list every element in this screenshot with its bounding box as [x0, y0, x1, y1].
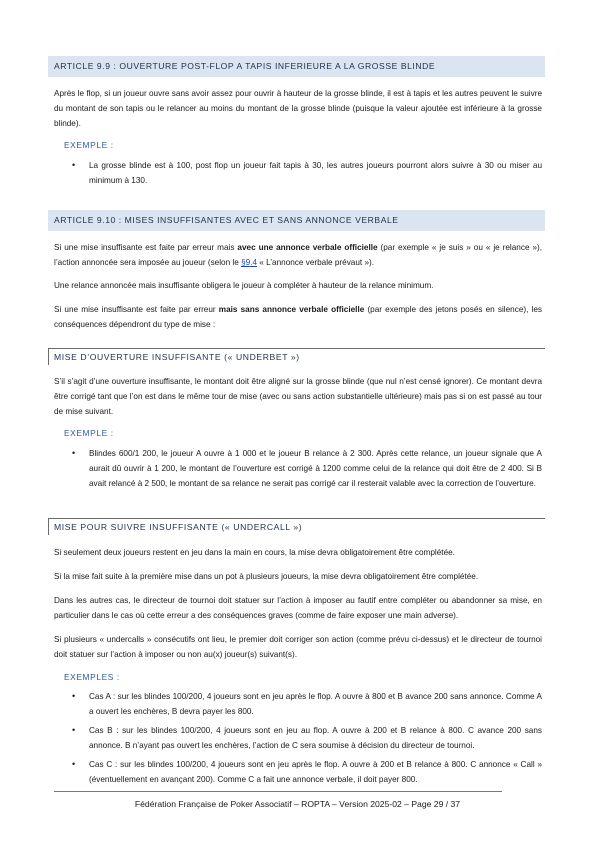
section-9-4-link[interactable]: §9.4: [241, 258, 258, 267]
bullet-text: Blindes 600/1 200, le joueur A ouvre à 1 000 et le joueur B relance à 2 300. Après cette relance, un joueur signale que A aurait dû ouvrir à 1 200, le montant de l’ouverture est corrigé à 1200 comme celui de la relance qui doit être de 2 400. Si B avait relancé à 2 500, le montant de sa relance ne serait pas corrigé car il resterait valable avec la correction de l’ouverture.: [89, 449, 542, 488]
undercall-heading: MISE POUR SUIVRE INSUFFISANTE (« UNDERCALL »): [48, 518, 545, 535]
bullet-text: Cas A : sur les blindes 100/200, 4 joueurs sont en jeu après le flop. A ouvre à 800 et B avance 200 sans annonce. Comme A a ouvert les enchères, B devra payer les 800.: [89, 692, 542, 716]
article-9-10-heading: ARTICLE 9.10 : MISES INSUFFISANTES AVEC ET SANS ANNONCE VERBALE: [48, 210, 545, 231]
bullet-glyph: •: [72, 448, 76, 458]
bullet-glyph: •: [72, 759, 76, 769]
article-9-9-paragraph: Après le flop, si un joueur ouvre sans avoir assez pour ouvrir à hauteur de la grosse blinde, il est à tapis et les autres peuvent le suivre du montant de son tapis ou le relancer au moins du montant de la grosse blinde (puisque la valeur ajoutée est inférieure à la grosse blinde).: [54, 89, 542, 128]
article-9-9-heading: ARTICLE 9.9 : OUVERTURE POST-FLOP A TAPIS INFERIEURE A LA GROSSE BLINDE: [48, 56, 545, 77]
undercall-paragraph-4: Si plusieurs « undercalls » consécutifs ont lieu, le premier doit corriger son action (comme prévu ci-dessus) et le directeur de tournoi doit statuer sur l’action à imposer ou non au(x) joueur(s) suivant(s).: [54, 635, 542, 659]
undercall-paragraph-3: Dans les autres cas, le directeur de tournoi doit statuer sur l’action à imposer au fautif entre compléter ou abandonner sa mise, en particulier dans le cas où cette erreur a des conséquences graves (comme de faire exposer une main adverse).: [54, 596, 542, 620]
underbet-paragraph: S’il s’agit d’une ouverture insuffisante, le montant doit être aligné sur la grosse blinde (que nul n’est censé ignorer). Ce montant devra être corrigé tant que l’on est dans le même tour de mise (avec ou sans action substantielle ultérieure) mais pas si on est passé au tour de mise suivant.: [54, 377, 542, 416]
article-9-10-paragraph-1: Si une mise insuffisante est faite par erreur mais avec une annonce verbale officielle (par exemple « je suis » ou « je relance »), l’action annoncée sera imposée au joueur (selon le §9.4 « L’annonce verbale prévaut »).: [54, 243, 543, 267]
article-9-9-example-label: EXEMPLE :: [64, 140, 114, 150]
article-9-10-paragraph-3: Si une mise insuffisante est faite par erreur mais sans annonce verbale officielle (par exemple des jetons posés en silence), les conséquences dépendront du type de mise :: [54, 305, 542, 329]
undercall-bullet-c: [72, 757, 542, 787]
bullet-text: La grosse blinde est à 100, post flop un joueur fait tapis à 30, les autres joueurs pourront alors suivre à 30 ou miser au minimum à 130.: [89, 161, 542, 185]
bullet-glyph: •: [72, 160, 76, 170]
bullet-text: Cas B : sur les blindes 100/200, 4 joueurs sont en jeu au flop. A ouvre à 200 et B relance à 800. C avance 200 sans annonce. B n’ayant pas ouvert les enchères, l’action de C sera soumise à décision du directeur de tournoi.: [89, 726, 542, 750]
bullet-glyph: •: [72, 691, 76, 701]
undercall-examples-label: EXEMPLES :: [64, 672, 120, 682]
undercall-paragraph-2: Si la mise fait suite à la première mise dans un pot à plusieurs joueurs, la mise devra obligatoirement être complétée.: [54, 572, 479, 581]
undercall-bullet-a: [72, 689, 542, 719]
footer-divider: [54, 791, 502, 792]
article-9-9-bullet: [72, 158, 542, 188]
underbet-bullet: [72, 446, 542, 491]
bullet-glyph: •: [72, 725, 76, 735]
undercall-bullet-b: [72, 723, 542, 753]
underbet-heading: MISE D’OUVERTURE INSUFFISANTE (« UNDERBET »): [48, 348, 545, 365]
undercall-paragraph-1: Si seulement deux joueurs restent en jeu dans la main en cours, la mise devra obligatoirement être complétée.: [54, 548, 455, 557]
page-footer: Fédération Française de Poker Associatif – ROPTA – Version 2025-02 – Page 29 / 37: [134, 799, 461, 809]
article-9-10-paragraph-2: Une relance annoncée mais insuffisante obligera le joueur à compléter à hauteur de la relance minimum.: [54, 281, 434, 290]
bullet-text: Cas C : sur les blindes 100/200, 4 joueurs sont en jeu après le flop. A ouvre à 200 et B relance à 800. C annonce « Call » (éventuellement en avançant 200). Comme C a fait une annonce verbale, il doit payer 800.: [89, 760, 542, 784]
underbet-example-label: EXEMPLE :: [64, 428, 114, 438]
